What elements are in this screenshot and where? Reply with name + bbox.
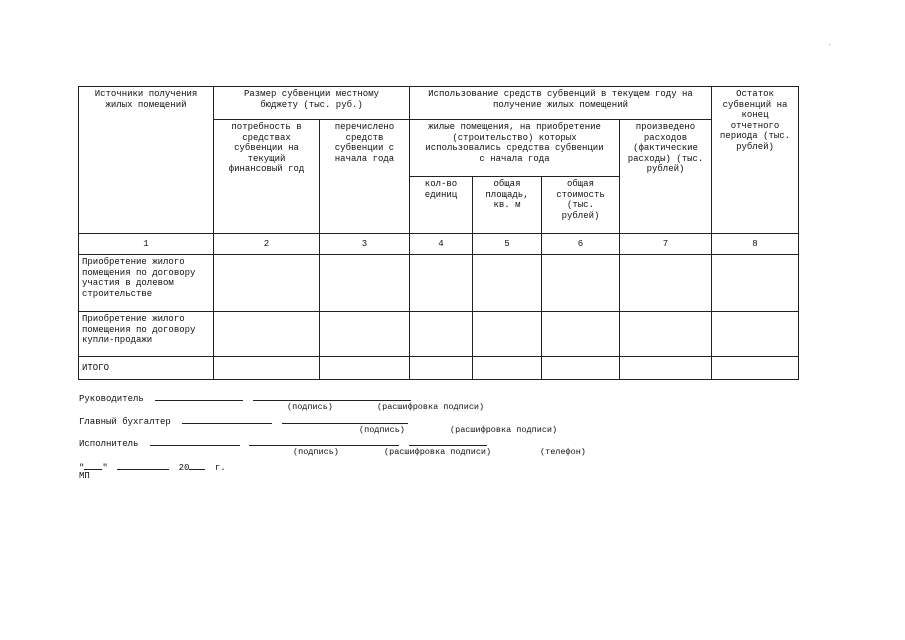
column-number: 8 [712,234,799,255]
data-cell [214,312,320,357]
column-number: 5 [473,234,542,255]
chief-accountant-signature-caption: (подпись) [359,425,405,435]
header-transferred: перечислено средств субвенции с начала года [320,120,410,234]
executor-signature-field [249,436,399,446]
stamp-place: МП [79,471,90,481]
head-signature-line [79,391,411,402]
data-cell [214,255,320,312]
head-label: Руководитель [79,394,144,404]
data-cell [712,312,799,357]
header-housing: жилые помещения, на приобретение (строительство) которых использовались средства субвенции с начала года [410,120,620,177]
data-cell [620,357,712,380]
data-cell [214,357,320,380]
data-cell [320,255,410,312]
date-year-prefix: 20 [178,463,190,473]
table-row [79,255,799,312]
data-cell [712,255,799,312]
date-quote-close: " [102,463,108,473]
executor-label: Исполнитель [79,439,139,449]
header-usage: Использование средств субвенций в текущем году на получение жилых помещений [410,87,712,120]
data-cell [620,312,712,357]
header-area: общая площадь, кв. м [473,177,542,234]
data-cell [320,312,410,357]
subsidy-report-table [78,86,799,380]
head-decoding-field [253,391,411,401]
header-count: кол-во единиц [410,177,473,234]
data-cell [410,357,473,380]
data-cell [320,357,410,380]
data-cell [620,255,712,312]
header-cost: общая стоимость (тыс. рублей) [542,177,620,234]
data-cell [712,357,799,380]
date-month-field [117,460,169,470]
header-need: потребность в средствах субвенции на текущий финансовый год [214,120,320,234]
date-year-field [189,460,205,470]
chief-accountant-decoding-caption: (расшифровка подписи) [450,425,558,435]
date-quote-open: " [79,463,85,473]
scan-speck [829,44,830,45]
executor-signature-line [79,436,487,447]
date-line [79,460,226,471]
header-sources: Источники получения жилых помещений [79,87,214,234]
executor-phone-caption: (телефон) [540,447,586,457]
executor-phone-field [409,436,487,446]
column-number: 6 [542,234,620,255]
head-decoding-caption: (расшифровка подписи) [377,402,485,412]
table-row [79,357,799,380]
data-cell [410,255,473,312]
table-row [79,312,799,357]
column-number: 3 [320,234,410,255]
data-cell [542,312,620,357]
data-cell [542,357,620,380]
row-label-shared-construction: Приобретение жилого помещения по договору участия в долевом строительстве [79,255,214,312]
data-cell [410,312,473,357]
data-cell [473,255,542,312]
date-day-field [84,460,102,470]
data-cell [542,255,620,312]
executor-decoding-caption: (расшифровка подписи) [384,447,492,457]
column-number-row [79,234,799,255]
header-expenses: произведено расходов (фактические расходы) (тыс. рублей) [620,120,712,234]
header-remainder: Остаток субвенций на конец отчетного периода (тыс. рублей) [712,87,799,234]
chief-accountant-signature-field [182,414,272,424]
date-year-suffix: г. [214,463,226,473]
column-number: 7 [620,234,712,255]
head-signature-field [155,391,243,401]
row-label-purchase-sale: Приобретение жилого помещения по договору купли-продажи [79,312,214,357]
header-subsidy-size: Размер субвенции местному бюджету (тыс. руб.) [214,87,410,120]
head-signature-caption: (подпись) [287,402,333,412]
column-number: 2 [214,234,320,255]
row-label-total: ИТОГО [79,357,214,380]
column-number: 4 [410,234,473,255]
chief-accountant-label: Главный бухгалтер [79,417,171,427]
column-number: 1 [79,234,214,255]
executor-position-field [150,436,240,446]
executor-signature-caption: (подпись) [293,447,339,457]
data-cell [473,357,542,380]
data-cell [473,312,542,357]
chief-accountant-decoding-field [282,414,408,424]
chief-accountant-signature-line [79,414,408,425]
